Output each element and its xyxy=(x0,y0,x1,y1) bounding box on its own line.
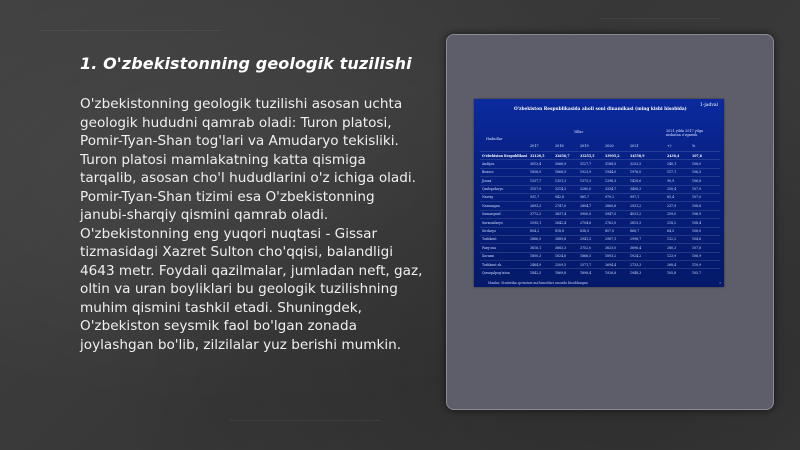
table-cell-region: Samarqand xyxy=(482,212,501,217)
table-cell-value: 105,7 xyxy=(692,270,702,275)
table-year-header: % xyxy=(692,144,696,148)
table-cell-value: 804,2 xyxy=(530,229,540,234)
table-row xyxy=(480,210,720,218)
chalk-scratch xyxy=(230,420,380,421)
table-cell-region: Toshkent xyxy=(482,237,497,242)
table-cell-value: 3013,4 xyxy=(530,161,542,166)
table-body xyxy=(480,151,720,277)
table-cell-value: 2813,3 xyxy=(630,220,642,225)
table-cell-value: 32120,5 xyxy=(530,153,545,158)
table-cell-value: 3947,5 xyxy=(605,212,617,217)
table-cell-region: Farg'ona xyxy=(482,245,497,250)
table-cell-value: 1337,7 xyxy=(530,178,542,183)
table-cell-value: 3334,7 xyxy=(605,187,617,192)
table-cell-value: 2693,3 xyxy=(530,203,542,208)
chalk-scratch xyxy=(40,30,220,31)
table-row xyxy=(480,227,720,235)
table-cell-value: 3896,4 xyxy=(630,245,642,250)
table-cell-value: 857,0 xyxy=(605,229,615,234)
table-cell-value: 33905,2 xyxy=(605,153,620,158)
table-cell-region: Sirdaryo xyxy=(482,229,496,234)
table-cell-value: 2998,7 xyxy=(630,237,642,242)
table-cell-value: 1898,4 xyxy=(580,270,592,275)
table-cell-value: 2860,6 xyxy=(605,203,617,208)
table-cell-value: 108,0 xyxy=(692,229,702,234)
table-cell-value: 2438,4 xyxy=(667,153,680,158)
table-cell-value: 818,8 xyxy=(555,229,565,234)
table-row xyxy=(480,151,720,159)
table-cell-value: 34558,9 xyxy=(630,153,645,158)
table-cell-value: 838,5 xyxy=(580,229,590,234)
table-header-change: 2021 yilda 2017 yilga nisbatan o'zgarish xyxy=(666,129,704,137)
table-cell-value: 2694,4 xyxy=(605,262,617,267)
table-cell-value: 1926,8 xyxy=(605,270,617,275)
table-row xyxy=(480,185,720,193)
table-cell-value: 3825,0 xyxy=(605,245,617,250)
table-cell-value: 942,8 xyxy=(555,195,565,200)
table-row xyxy=(480,268,720,276)
table-year-header: 2017 xyxy=(530,144,539,148)
table-footnote: Manba: Statistika qo'mitasi ma'lumotlari asosida hisoblangan xyxy=(488,281,588,285)
table-cell-value: 110,9 xyxy=(692,262,702,267)
table-cell-value: 2733,3 xyxy=(630,262,642,267)
table-cell-value: 218,2 xyxy=(667,220,677,225)
table-cell-value: 106,9 xyxy=(692,254,702,259)
table-cell-region: Navoiy xyxy=(482,195,494,200)
table-row xyxy=(480,193,720,201)
table-cell-value: 65,4 xyxy=(667,195,675,200)
table-cell-region: O'zbekiston Respublikasi xyxy=(482,153,528,158)
table-row xyxy=(480,252,720,260)
table-cell-value: 997,1 xyxy=(630,195,640,200)
table-cell-value: 1375,3 xyxy=(580,178,592,183)
table-year-header: +/- xyxy=(667,144,673,148)
table-cell-value: 931,7 xyxy=(530,195,540,200)
table-cell-value: 2747,0 xyxy=(555,203,567,208)
table-year-header: 2021 xyxy=(630,144,639,148)
table-cell-value: 2804,7 xyxy=(580,203,592,208)
table-cell-value: 2595,1 xyxy=(530,220,542,225)
table-cell-value: 259,0 xyxy=(667,212,677,217)
table-row xyxy=(480,218,720,226)
table-cell-value: 1948,3 xyxy=(630,270,642,275)
table-corner-label: 1-jadval xyxy=(699,103,718,108)
table-cell-value: 33255,5 xyxy=(580,153,595,158)
table-cell-value: 280,3 xyxy=(667,245,677,250)
table-cell-value: 1351,3 xyxy=(555,178,567,183)
table-cell-value: 268,4 xyxy=(667,262,677,267)
table-year-header: 2019 xyxy=(580,144,589,148)
table-cell-value: 3157,9 xyxy=(530,187,542,192)
table-cell-value: 3214,3 xyxy=(555,187,567,192)
table-cell-value: 2704,6 xyxy=(580,220,592,225)
table-year-header: 2018 xyxy=(555,144,564,148)
table-cell-value: 250,4 xyxy=(667,187,677,192)
table-row xyxy=(480,168,720,176)
table-cell-value: 3900,0 xyxy=(580,212,592,217)
slide-title: 1. O'zbekistonning geologik tuzilishi xyxy=(80,54,412,73)
table-cell-value: 3616,1 xyxy=(530,245,542,250)
table-header-region: Hududlar xyxy=(486,137,503,141)
table-cell-value: 108,4 xyxy=(692,220,702,225)
table-cell-value: 2941,5 xyxy=(580,237,592,242)
slide-body-text: O'zbekistonning geologik tuzilishi asosan uchta geologik hududni qamrab oladi: Turon platosi, Pomir-Tyan-Shan tog'lari va Amudaryo tekisliki. Turon platosi mamlakatning katta qismiga tarqalib, asosan cho'l hududlarini o'z ichiga oladi. Pomir-Tyan-Shan tizimi esa O'zbekistonning janubi-sharqiy qismini qamrab oladi. O'zbekistonning eng yuqori nuqtasi - Gissar tizmasidagi Xazret Sulton cho'qqisi, balandligi 4643 metr. Foydali qazilmalar, jumladan neft, gaz, oltin va uran boyliklari bu geologik tuzilishning muhim qismini tashkil etadi. Shuningdek, O'zbekiston seysmik faol bo'lgan zonada joylashgan bo'lib, zilzilalar yuz berishi mumkin. xyxy=(80,96,423,353)
table-cell-region: Qoraqalpog'iston xyxy=(482,270,510,275)
table-cell-value: 3837,4 xyxy=(555,212,567,217)
table-cell-value: 1398,3 xyxy=(605,178,617,183)
table-cell-value: 237,9 xyxy=(667,203,677,208)
table-cell-value: 3772,2 xyxy=(530,212,542,217)
table-cell-value: 3253,5 xyxy=(630,161,642,166)
population-table-image xyxy=(474,99,724,287)
table-cell-value: 2464,9 xyxy=(530,262,542,267)
table-cell-value: 979,2 xyxy=(605,195,615,200)
table-cell-region: Xorazm xyxy=(482,254,495,259)
table-cell-value: 3127,7 xyxy=(580,161,592,166)
table-cell-value: 2762,0 xyxy=(605,220,617,225)
table-cell-region: Namangan xyxy=(482,203,500,208)
table-cell-region: Qashqadaryo xyxy=(482,187,504,192)
table-cell-region: Surxondaryo xyxy=(482,220,503,225)
table-cell-value: 2509,5 xyxy=(555,262,567,267)
table-cell-value: 108,0 xyxy=(692,161,702,166)
table-cell-value: 104,6 xyxy=(692,237,702,242)
table-cell-value: 107,6 xyxy=(692,153,702,158)
table-row xyxy=(480,260,720,268)
table-cell-value: 2931,2 xyxy=(630,203,642,208)
table-cell-value: 4031,2 xyxy=(630,212,642,217)
table-cell-value: 3408,3 xyxy=(630,187,642,192)
table-cell-value: 107,9 xyxy=(692,187,702,192)
table-cell-value: 1924,2 xyxy=(630,254,642,259)
table-cell-value: 106,9 xyxy=(692,212,702,217)
table-cell-value: 1893,2 xyxy=(605,254,617,259)
table-cell-value: 240,1 xyxy=(667,161,677,166)
table-cell-value: 123,9 xyxy=(667,254,677,259)
table-cell-value: 3683,3 xyxy=(555,245,567,250)
table-cell-value: 1869,8 xyxy=(555,270,567,275)
table-row xyxy=(480,176,720,184)
table-row xyxy=(480,243,720,251)
table-cell-value: 2571,7 xyxy=(580,262,592,267)
table-cell-region: Jizzax xyxy=(482,178,492,183)
table-page-number: 1 xyxy=(719,281,721,285)
table-cell-value: 1868,9 xyxy=(555,170,567,175)
table-cell-value: 3188,5 xyxy=(605,161,617,166)
table-cell-value: 1976,0 xyxy=(630,170,642,175)
table-cell-value: 1800,3 xyxy=(530,254,542,259)
table-cell-value: 1858,9 xyxy=(530,170,542,175)
table-cell-value: 1944,0 xyxy=(605,170,617,175)
table-cell-value: 107,8 xyxy=(692,245,702,250)
table-cell-region: Andijon xyxy=(482,161,495,166)
table-cell-region: Toshkent sh. xyxy=(482,262,503,267)
chalk-scratch xyxy=(600,18,720,19)
table-title: O'zbekiston Respublikasida aholi soni dinamikasi (ming kishi hisobida) xyxy=(514,107,687,112)
table-cell-value: 868,7 xyxy=(630,229,640,234)
table-year-header: 2020 xyxy=(605,144,614,148)
table-cell-value: 2987,1 xyxy=(605,237,617,242)
table-cell-value: 117,1 xyxy=(667,170,677,175)
table-cell-value: 105,8 xyxy=(667,270,677,275)
table-cell-value: 961,7 xyxy=(580,195,590,200)
table-cell-value: 64,5 xyxy=(667,229,675,234)
table-cell-value: 2642,4 xyxy=(555,220,567,225)
table-header-years: Yillar xyxy=(574,130,584,134)
table-cell-value: 108,8 xyxy=(692,203,702,208)
table-cell-value: 90,9 xyxy=(667,178,675,183)
table-cell-value: 3752,0 xyxy=(580,245,592,250)
table-cell-value: 132,2 xyxy=(667,237,677,242)
table-cell-value: 107,0 xyxy=(692,195,702,200)
table-cell-value: 1428,6 xyxy=(630,178,642,183)
table-cell-value: 32656,7 xyxy=(555,153,570,158)
table-cell-value: 3280,0 xyxy=(580,187,592,192)
table-cell-value: 1923,9 xyxy=(580,170,592,175)
table-cell-value: 1866,5 xyxy=(580,254,592,259)
table-row xyxy=(480,235,720,243)
table-cell-value: 2866,5 xyxy=(530,237,542,242)
table-cell-value: 1842,5 xyxy=(530,270,542,275)
table-row xyxy=(480,201,720,209)
table-cell-value: 1824,6 xyxy=(555,254,567,259)
table-cell-value: 3066,9 xyxy=(555,161,567,166)
table-row xyxy=(480,159,720,167)
table-cell-value: 106,3 xyxy=(692,170,702,175)
table-cell-value: 106,8 xyxy=(692,178,702,183)
table-cell-region: Buxoro xyxy=(482,170,494,175)
table-cell-value: 2889,8 xyxy=(555,237,567,242)
